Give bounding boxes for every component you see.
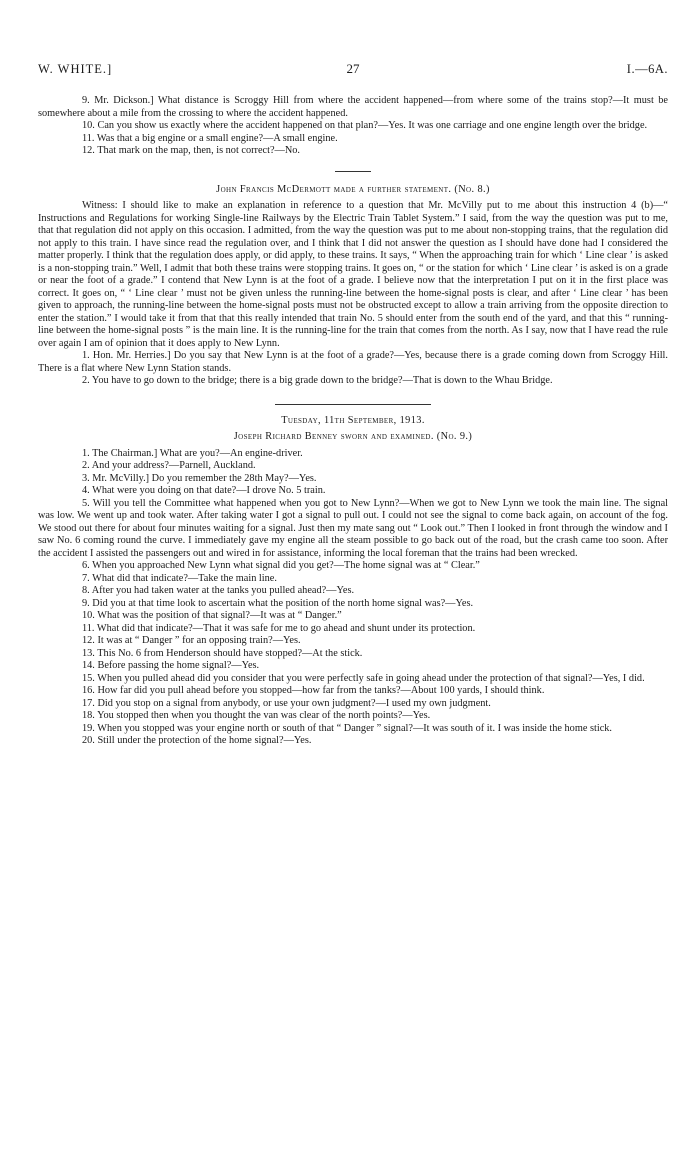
question-paragraph: 17. Did you stop on a signal from anybody, or use your own judgment?—I used my own judgment. <box>82 697 491 709</box>
question-paragraph: 12. That mark on the map, then, is not correct?—No. <box>82 145 300 156</box>
question-paragraph: 10. Can you show us exactly where the accident happened on that plan?—Yes. It was one carriage and one engine length over the bridge. <box>82 120 648 131</box>
question-paragraph: 9. Mr. Dickson.] What distance is Scroggy Hill from where the accident happened—from where some of the trains stop?—It must be somewhere about a mile from the crossing to where the accident happened. <box>38 95 668 119</box>
question-paragraph: 2. You have to go down to the bridge; there is a big grade down to the bridge?—That is down to the Whau Bridge. <box>82 375 553 386</box>
question-paragraph: 11. What did that indicate?—That it was safe for me to go ahead and shunt under its protection. <box>82 622 476 634</box>
question-paragraph: 5. Will you tell the Committee what happened when you got to New Lynn?—When we got to New Lynn we took the main line. The signal was low. We went up and took water. After taking water I got a signal to pull out. I could not see the signal to come back again, on account of the fog. We stood out there for about four minutes waiting for a signal. Just then my mate sang out “ Look out.” Then I looked in front through the window and I saw No. 6 coming round the curve. I immediately gave my engine all the steam possible to go back out of the road, but the crash came too soon. After the accident I assisted the passengers out and wired in for assistance, informing the local foreman that the trains had been wrecked. <box>38 497 668 559</box>
paper-reference: I.—6A. <box>626 62 668 76</box>
witness-statement: Witness: I should like to make an explanation in reference to a question that Mr. McVilly put to me about this instruction 4 (b)—“ Instructions and Regulations for working Single-line Railways by the Electric Train Tablet System.” I said, from the way the question was put to me, that that regulation did not apply on this occasion. I admitted, from the way the question was put to me about non-stopping trains, that the regulation did not apply to this train. I have since read the regulation over, and I think that I did not answer the question as I should have done had I considered the matter properly. I think that the regulation does apply, or did apply, to these trains. It says, “ When the approaching train for which ‘ Line clear ’ is asked is a non-stopping train.” Well, I admit that both these trains were stopping trains. It goes on, “ or the station for which ‘ Line clear ’ is asked is on a grade or near the foot of a grade.” I contend that New Lynn is at the foot of a grade. I believe now that the interpretation I put on it in the first place was correct. It goes on, “ ‘ Line clear ’ must not be given unless the running-line between the home-signal posts is clear, and after ‘ Line clear ’ has been given to approach, the running-line between the home-signal posts must not be obstructed except to allow a train arriving from the opposite direction to enter the station.” I would take it from that that this really intended that train No. 5 should enter from the south end of the yard, and that this “ running-line between the home-signal posts ” is the main line. It is the running-line for the train that comes from the north. As I say, now that I have read the rule over again I am of opinion that it does apply to New Lynn. <box>38 200 668 349</box>
question-paragraph: 13. This No. 6 from Henderson should have stopped?—At the stick. <box>82 647 363 659</box>
section-benney-examination <box>38 415 668 748</box>
question-paragraph: 20. Still under the protection of the home signal?—Yes. <box>82 735 312 746</box>
question-paragraph: 9. Did you at that time look to ascertain what the position of the north home signal was?—Yes. <box>82 597 474 609</box>
page-number: 27 <box>346 61 360 76</box>
section-mcdermott-statement <box>38 184 668 388</box>
question-paragraph: 19. When you stopped was your engine north or south of that “ Danger ” signal?—It was south of it. I was inside the home stick. <box>82 722 612 734</box>
question-paragraph: 16. How far did you pull ahead before you stopped—how far from the tanks?—About 100 yards, I should think. <box>82 685 545 696</box>
question-paragraph: 6. When you approached New Lynn what signal did you get?—The home signal was at “ Clear.” <box>82 560 480 571</box>
question-paragraph: 11. Was that a big engine or a small engine?—A small engine. <box>82 132 338 144</box>
question-paragraph: 8. After you had taken water at the tanks you pulled ahead?—Yes. <box>82 585 355 596</box>
question-paragraph: 12. It was at “ Danger ” for an opposing train?—Yes. <box>82 635 301 646</box>
section-divider <box>275 404 431 405</box>
question-paragraph: 18. You stopped then when you thought the van was clear of the north points?—Yes. <box>82 710 431 721</box>
question-paragraph: 1. Hon. Mr. Herries.] Do you say that New Lynn is at the foot of a grade?—Yes, because there is a grade coming down from Scroggy Hill. There is a flat where New Lynn Station stands. <box>38 350 668 374</box>
question-paragraph: 3. Mr. McVilly.] Do you remember the 28th May?—Yes. <box>82 472 317 484</box>
question-paragraph: 2. And your address?—Parnell, Auckland. <box>82 460 256 471</box>
question-paragraph: 15. When you pulled ahead did you consider that you were perfectly safe in going ahead under the protection of that signal?—Yes, I did. <box>82 672 645 684</box>
question-paragraph: 1. The Chairman.] What are you?—An engine-driver. <box>82 447 303 459</box>
question-paragraph: 7. What did that indicate?—Take the main line. <box>82 572 277 584</box>
question-paragraph: 4. What were you doing on that date?—I drove No. 5 train. <box>82 485 326 496</box>
section-dickson-questions <box>38 95 668 158</box>
page-header <box>38 62 668 82</box>
witness-heading: Joseph Richard Benney sworn and examined. (No. 9.) <box>233 431 473 442</box>
section-divider <box>335 171 371 172</box>
question-paragraph: 10. What was the position of that signal?—It was at “ Danger.” <box>82 610 342 621</box>
witness-heading: John Francis McDermott made a further statement. (No. 8.) <box>216 183 490 195</box>
header-witness-name: W. WHITE.] <box>38 62 113 76</box>
document-body <box>38 95 668 748</box>
sitting-date: Tuesday, 11th September, 1913. <box>281 414 425 426</box>
question-paragraph: 14. Before passing the home signal?—Yes. <box>82 660 260 671</box>
